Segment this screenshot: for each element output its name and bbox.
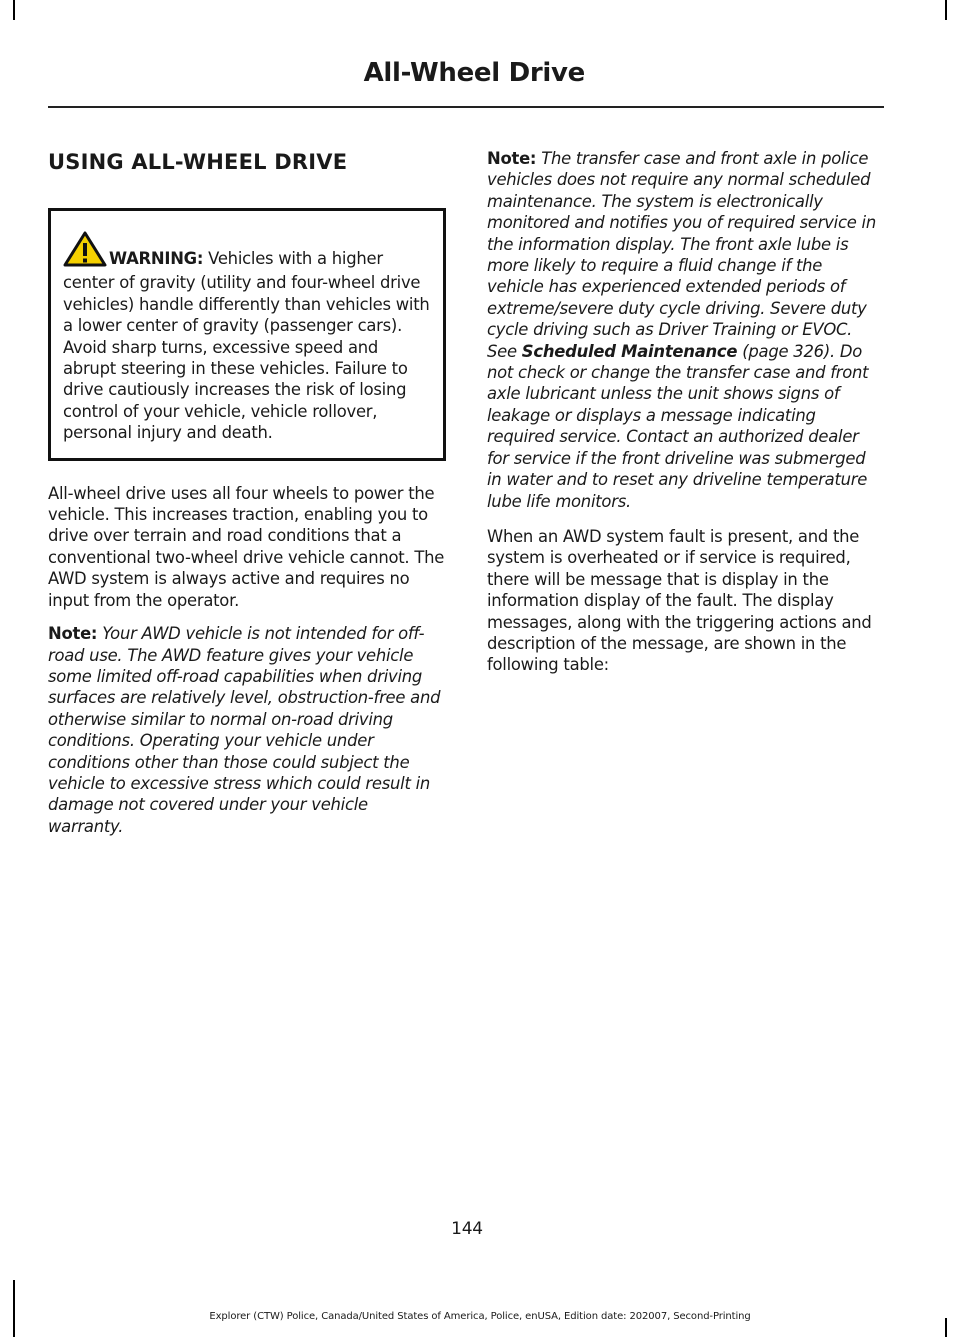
- awd-fault-paragraph: When an AWD system fault is present, and the system is overheated or if service is required, there will be message that is display in the information display of the fault. The display messages, along with the triggering actions and description of the message, are shown in the following table:: [487, 526, 872, 675]
- warning-box: [48, 208, 446, 461]
- page-number: 144: [451, 1219, 483, 1239]
- awd-description-paragraph: All-wheel drive uses all four wheels to power the vehicle. This increases traction, enabling you to drive over terrain and road conditions that a conventional two-wheel drive vehicle cannot. The AWD system is always active and requires no input from the operator.: [48, 483, 445, 610]
- header-divider: [48, 106, 884, 108]
- right-column: [487, 148, 881, 688]
- section-heading: USING ALL-WHEEL DRIVE: [48, 150, 348, 174]
- crop-mark-top-right: [945, 0, 947, 20]
- note-offroad: [48, 623, 446, 837]
- note-maintenance: [487, 148, 881, 512]
- scheduled-maintenance-link[interactable]: Scheduled Maintenance: [521, 341, 738, 361]
- warning-triangle-icon: [63, 231, 107, 272]
- footer-edition-info: Explorer (CTW) Police, Canada/United States of America, Police, enUSA, Edition date: 202007, Second-Printing: [209, 1311, 751, 1322]
- left-column: [48, 148, 446, 849]
- warning-text: Vehicles with a higher center of gravity (utility and four-wheel drive vehicles) handle differently than vehicles with a lower center of gravity (passenger cars). Avoid sharp turns, excessive speed and abrupt steering in these vehicles. Failure to drive cautiously increases the risk of losing control of your vehicle, vehicle rollover, personal injury and death.: [63, 249, 430, 443]
- note-label: Note:: [487, 149, 537, 168]
- page-header-title: All-Wheel Drive: [363, 58, 585, 88]
- crop-mark-top-left: [13, 0, 15, 20]
- warning-label: WARNING:: [109, 249, 204, 268]
- note-maintenance-text-after: (page 326). Do not check or change the transfer case and front axle lubricant unless the unit shows signs of leakage or displays a message indicating required service. Contact an authorized dealer for service if the front driveline was submerged in water and to reset any driveline temperature lube life monitors.: [487, 341, 869, 511]
- note-maintenance-text-before: The transfer case and front axle in police vehicles does not require any normal scheduled maintenance. The system is electronically monitored and notifies you of required service in the information display. The front axle lube is more likely to require a fluid change if the vehicle has experienced extended periods of extreme/severe duty cycle driving. Severe duty cycle driving such as Driver Training or EVOC. See: [487, 149, 876, 361]
- note-offroad-text: Your AWD vehicle is not intended for off-road use. The AWD feature gives your vehicle some limited off-road capabilities when driving surfaces are relatively level, obstruction-free and otherwise similar to normal on-road driving conditions. Operating your vehicle under conditions other than those could subject the vehicle to excessive stress which could result in damage not covered under your vehicle warranty.: [48, 624, 441, 836]
- note-label: Note:: [48, 624, 98, 644]
